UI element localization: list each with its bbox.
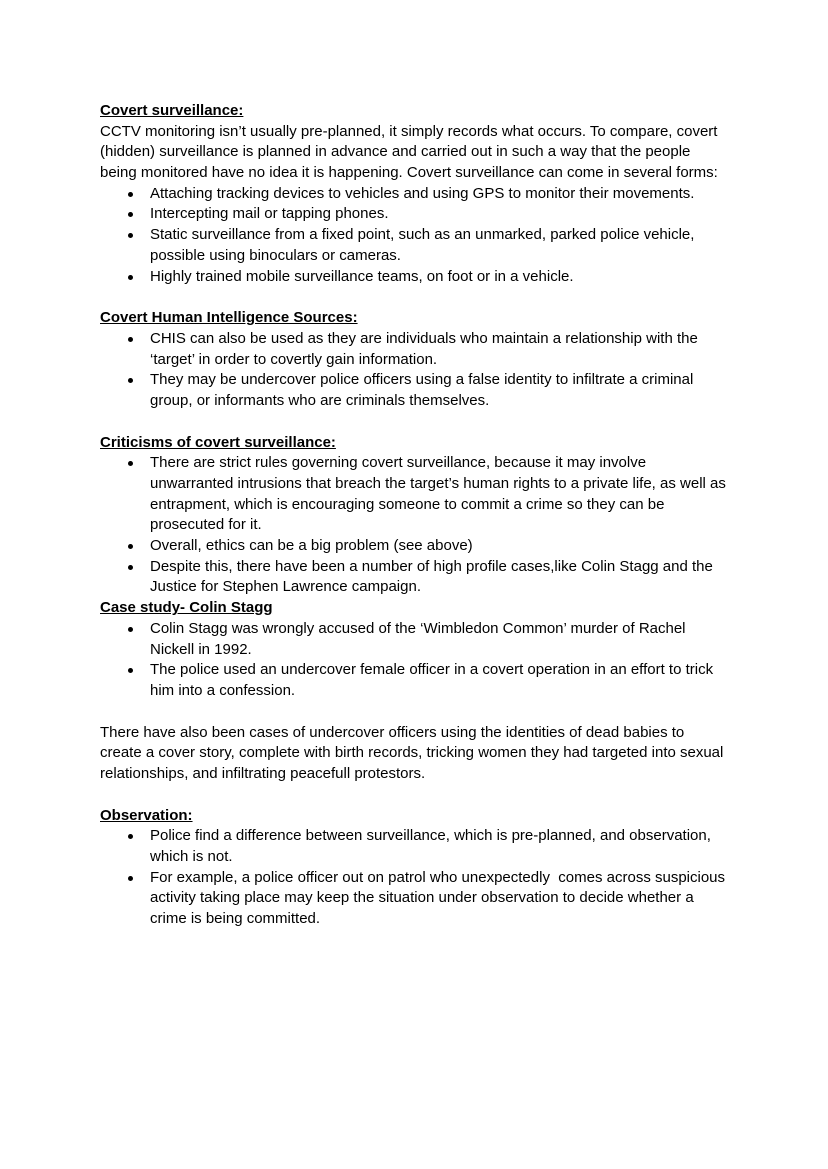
bullet-list: [100, 329, 728, 412]
blank-line: [100, 287, 728, 308]
bullet-list: [100, 184, 728, 287]
bullet-item: For example, a police officer out on patrol who unexpectedly comes across suspicious activity taking place may keep the situation under observation to decide whether a crime is being committed.: [150, 868, 728, 930]
paragraph: There have also been cases of undercover officers using the identities of dead babies to create a cover story, complete with birth records, tricking women they had targeted into sexual relationships, and infiltrating peacefull protestors.: [100, 723, 728, 782]
bullet-list: [100, 826, 728, 929]
section-heading: Criticisms of covert surveillance:: [100, 433, 336, 451]
paragraph: CCTV monitoring isn’t usually pre-planned, it simply records what occurs. To compare, covert (hidden) surveillance is planned in advance and carried out in such a way that the people being monitored have no idea it is happening. Covert surveillance can come in several forms:: [100, 122, 722, 182]
bullet-list: [100, 619, 728, 702]
section-heading: Observation:: [100, 806, 193, 824]
bullet-item: Highly trained mobile surveillance teams, on foot or in a vehicle.: [150, 267, 728, 288]
section-heading: Covert surveillance:: [100, 102, 244, 119]
bullet-item: Police find a difference between surveillance, which is pre-planned, and observation, which is not.: [150, 826, 728, 867]
bullet-item: There are strict rules governing covert surveillance, because it may involve unwarranted intrusions that breach the target’s human rights to a private life, as well as entrapment, which is encouraging someone to commit a crime so they can be prosecuted for it.: [150, 453, 728, 536]
bullet-item: The police used an undercover female officer in a covert operation in an effort to trick him into a confession.: [150, 660, 728, 701]
bullet-item: Colin Stagg was wrongly accused of the ‘Wimbledon Common’ murder of Rachel Nickell in 1992.: [150, 619, 728, 660]
bullet-item: Overall, ethics can be a big problem (see above): [150, 536, 728, 557]
blank-line: [100, 702, 728, 723]
section-heading: Case study- Colin Stagg: [100, 599, 273, 617]
bullet-list: [100, 453, 731, 598]
bullet-item: CHIS can also be used as they are individuals who maintain a relationship with the ‘target’ in order to covertly gain information.: [150, 329, 728, 370]
blank-line: [100, 412, 728, 433]
bullet-item: Despite this, there have been a number of high profile cases,like Colin Stagg and the Justice for Stephen Lawrence campaign.: [150, 557, 728, 598]
bullet-item: Attaching tracking devices to vehicles and using GPS to monitor their movements.: [150, 184, 728, 205]
blank-line: [100, 785, 728, 806]
document-body: [100, 101, 731, 930]
bullet-item: Intercepting mail or tapping phones.: [150, 204, 728, 225]
section-heading: Covert Human Intelligence Sources:: [100, 309, 358, 327]
bullet-item: Static surveillance from a fixed point, such as an unmarked, parked police vehicle, possible using binoculars or cameras.: [150, 225, 728, 266]
bullet-item: They may be undercover police officers using a false identity to infiltrate a criminal group, or informants who are criminals themselves.: [150, 370, 728, 411]
